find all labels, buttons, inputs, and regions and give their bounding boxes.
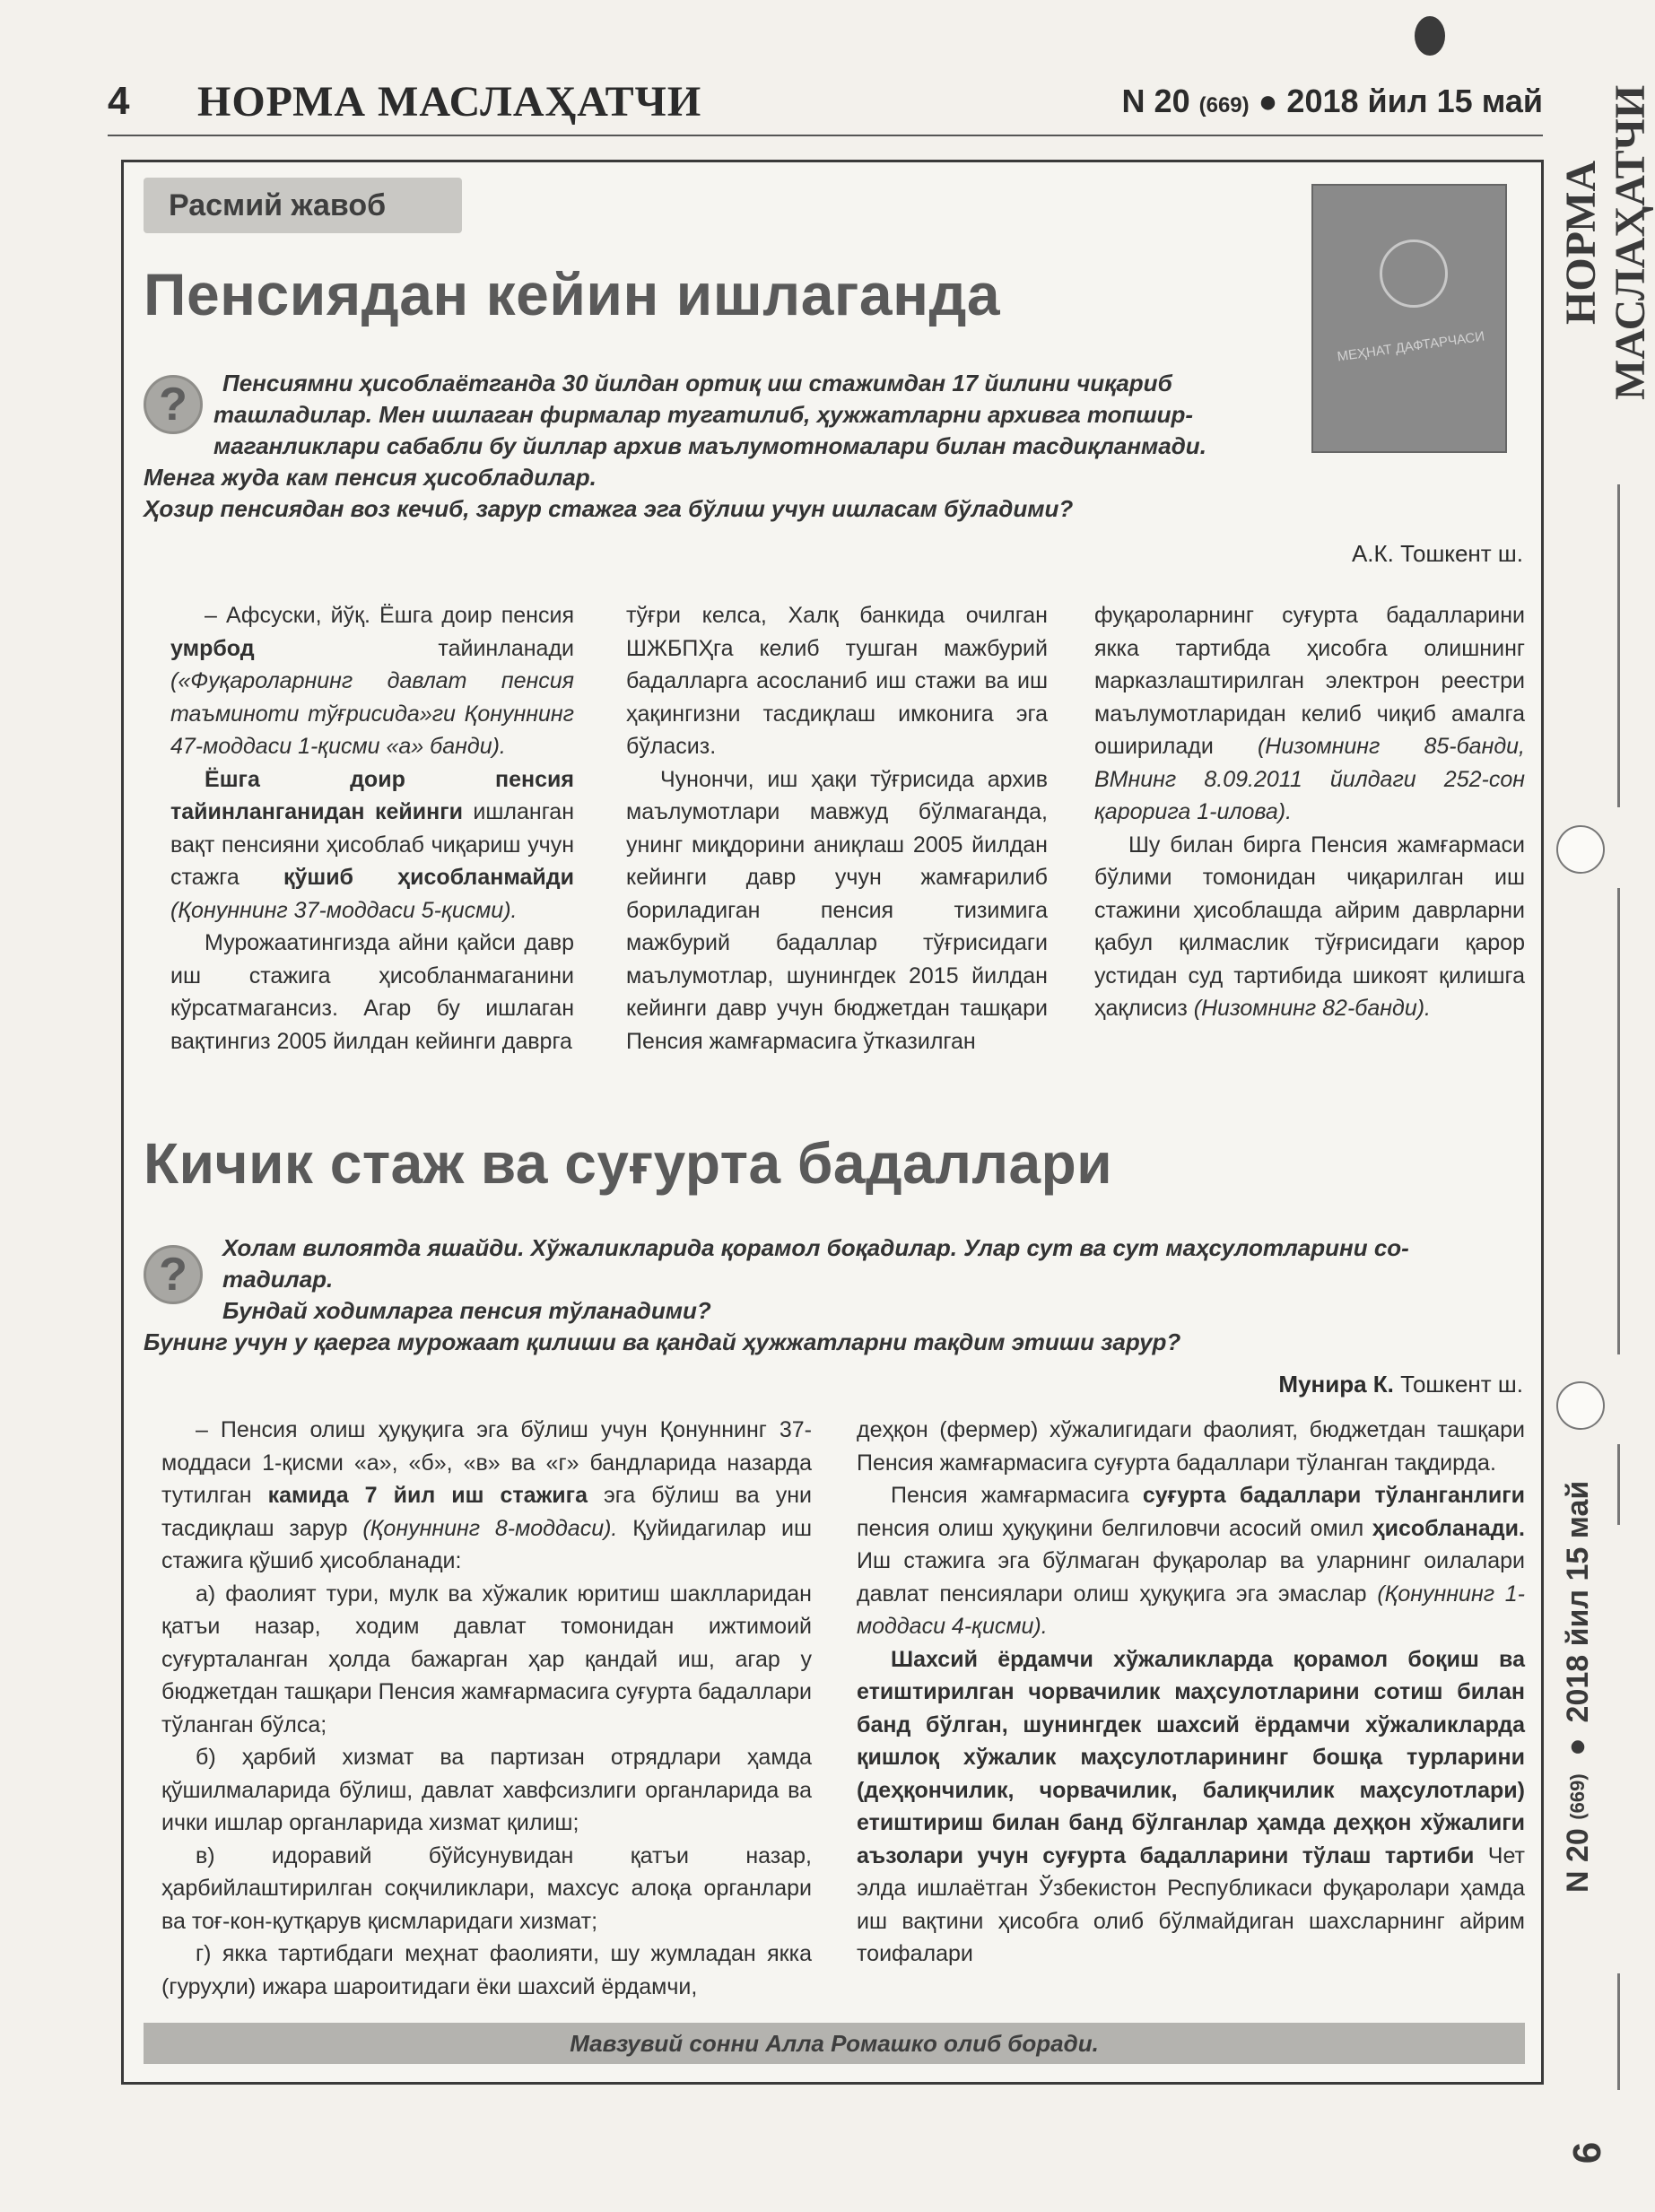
question-icon: ? — [144, 375, 203, 434]
question-line: ташладилар. Мен ишлаган фирмалар тугатилиб, ҳужжатларни архивга топшир- — [213, 401, 1193, 428]
author-city: Тошкент ш. — [1400, 1371, 1523, 1398]
side-page-number: 6 — [1565, 2141, 1609, 2164]
issue-total: (669) — [1198, 93, 1250, 118]
list-item: б) ҳарбий хизмат ва партизан отрядлари ҳамда қўшилмаларида бўлиш, давлат хавфсизлиги органларида ва ички ишлар органларида хизмат қилиш; — [161, 1745, 812, 1835]
question-line: Пенсиямни ҳисоблаётганда 30 йилдан ортиқ иш стажимдан 17 йилини чиқариб — [222, 370, 1172, 396]
article-1-column-1 — [170, 599, 574, 1058]
side-rule — [1617, 1444, 1620, 1525]
question-line: Менга жуда кам пенсия ҳисобладилар. — [144, 464, 597, 491]
bullet: ● — [1258, 83, 1278, 119]
binder-hole — [1556, 825, 1605, 874]
article-2-question — [144, 1232, 1525, 1358]
booklet-label: МЕҲНАТ ДАФТАРЧАСИ — [1336, 328, 1486, 365]
issue-date: 2018 йил 15 май — [1286, 83, 1543, 119]
paragraph: Шу билан бирга Пенсия жамғармаси бўлими томонидан чиқарилган иш стажини ҳисоблашда айрим даврларни қабул қилмаслик тўғрисидаги қарор устидан суд тартибида шикоят қилишга ҳақлисиз (Низомнинг 82-банди). — [1094, 832, 1525, 1021]
newspaper-name: НОРМА МАСЛАҲАТЧИ — [197, 78, 702, 126]
question-line: Ҳозир пенсиядан воз кечиб, зарур стажга эга бўлиш учун ишласам бўладими? — [144, 495, 1074, 522]
list-item: в) идоравий бўйсунувидан қатъи назар, ҳарбийлаштирилган соқчиликлари, махсус алоқа органлари ва тоғ-кон-қутқарув қисмларидаги хизмат; — [161, 1842, 812, 1934]
side-newspaper-name: НОРМА МАСЛАҲАТЧИ — [1557, 84, 1654, 400]
paragraph: Ёшга доир пенсия тайинланганидан кейинги ишланган вақт пенсияни ҳисоблаб чиқариш учун стажга қўшиб ҳисобланмайди (Қонуннинг 37-моддаси 5-қисми). — [170, 766, 574, 923]
article-2-title: Кичик стаж ва суғурта бадаллари — [144, 1131, 1113, 1196]
page-number: 4 — [108, 79, 130, 123]
question-line: маганликлари сабабли бу йиллар архив маълумотномалари билан тасдиқланмади. — [213, 432, 1206, 459]
question-line: Бунинг учун у қаерга мурожаат қилиши ва қандай ҳужжатларни тақдим этиши зарур? — [144, 1328, 1181, 1355]
work-record-booklet-image — [1311, 184, 1507, 453]
question-icon: ? — [144, 1245, 203, 1304]
paragraph: – Афсуски, йўқ. Ёшга доир пенсия умрбод тайинланади («Фуқароларнинг давлат пенсия таъминоти тўғрисида»ги Қонуннинг 47-моддаси 1-қисми «а» банди). — [170, 603, 574, 759]
side-rule — [1617, 484, 1620, 807]
article-1-title: Пенсиядан кейин ишлаганда — [144, 261, 1001, 327]
paragraph: Пенсия жамғармасига суғурта бадаллари тўланганлиги пенсия олиш ҳуқуқини белгиловчи асосий омил ҳисобланади. Иш стажига эга бўлмаган фуқаролар ва уларнинг оилалари давлат пенсиялари олиш ҳуқуқига эга эмаслар (Қонуннинг 1-моддаси 4-қисми). — [857, 1483, 1525, 1639]
article-1-column-3 — [1094, 599, 1525, 1025]
side-rule — [1617, 888, 1620, 1354]
side-issue-total: (669) — [1566, 1772, 1589, 1820]
paragraph: тўғри келса, Халқ банкида очилган ШЖБПҲга келиб тушган мажбурий бадалларга асосланиб иш стажи ва иш ҳақингизни тасдиқлаш имконига эга бўласиз. — [626, 603, 1048, 759]
header-rule — [108, 135, 1543, 136]
question-line: тадилар. — [222, 1266, 334, 1293]
paragraph: фуқароларнинг суғурта бадалларини якка тартибда ҳисобга олишнинг марказлаштирилган электрон реестри маълумотларидан келиб чиқиб амалга оширилади (Низомнинг 85-банди, ВМнинг 8.09.2011 йилдаги 252-сон қарорига 1-илова). — [1094, 603, 1525, 824]
side-issue-info — [1561, 1417, 1624, 1955]
article-1-author: А.К. Тошкент ш. — [1351, 540, 1523, 567]
page-header — [108, 63, 1543, 144]
side-rule — [1617, 1973, 1620, 2090]
article-1-column-2 — [626, 599, 1048, 1058]
side-issue-date: ● 2018 йил 15 май — [1561, 1480, 1595, 1765]
footer-editor-note: Мавзувий сонни Алла Ромашко олиб боради. — [144, 2023, 1525, 2064]
question-line: Бундай ходимларга пенсия тўланадими? — [222, 1297, 711, 1324]
article-2-column-2 — [857, 1414, 1525, 1971]
list-item: а) фаолият тури, мулк ва хўжалик юритиш шаклларидан қатъи назар, ходим давлат томонидан ижтимоий суғурталанган ҳолда бажарган ҳар қандай иш, агар у бюджетдан ташқари Пенсия жамғармасига суғурта бадаллари тўланган бўлса; — [161, 1581, 812, 1737]
issue-number: N 20 — [1121, 83, 1190, 119]
paragraph: – Пенсия олиш ҳуқуқига эга бўлиш учун Қонуннинг 37-моддаси 1-қисми «а», «б», «в» ва «г» бандларида назарда тутилган камида 7 йил иш стажига эга бўлиш ва уни тасдиқлаш зарур (Қонуннинг 8-моддаси). Қуйидагилар иш стажига қўшиб ҳисобланади: — [161, 1417, 812, 1573]
ink-blot — [1415, 16, 1445, 56]
emblem-icon — [1380, 239, 1448, 308]
paragraph: Шахсий ёрдамчи хўжаликларда қорамол боқиш ва етиштирилган чорвачилик маҳсулотларини сотиш билан банд бўлган, шунингдек шахсий ёрдамчи хўжаликларда қишлоқ хўжалик маҳсулотларининг бошқа турларини (деҳқончилик, чорвачилик, балиқчилик маҳсулотлари) етиштириш билан банд бўлганлар ҳамда деҳқон хўжалиги аъзолари учун суғурта бадалларини тўлаш тартиби Чет элда ишлаётган Ўзбекистон Республикаси фуқаролари ҳамда иш вақтини ҳисобга олиб бўлмайдиган шахсларнинг айрим тоифалари — [857, 1646, 1525, 1966]
article-2-author — [1166, 1371, 1523, 1398]
side-issue-number: N 20 — [1561, 1827, 1595, 1893]
list-item: г) якка тартибдаги меҳнат фаолияти, шу жумладан якка (гуруҳли) ижара шароитидаги ёки шахсий ёрдамчи, — [161, 1941, 812, 1999]
article-1-question — [144, 368, 1328, 525]
author-name: Мунира К. — [1278, 1371, 1394, 1398]
paragraph: Чунончи, иш ҳақи тўғрисида архив маълумотлари мавжуд бўлмаганда, унинг миқдорини аниқлаш 2005 йилдан кейинги давр учун жамғарилиб бориладиган пенсия тизимига мажбурий бадаллар тўғрисидаги маълумотлар, шунингдек 2015 йилдан кейинги давр учун бюджетдан ташқари Пенсия жамғармасига ўтказилган — [626, 766, 1048, 1054]
binder-hole — [1556, 1381, 1605, 1430]
paragraph: деҳқон (фермер) хўжалигидаги фаолият, бюджетдан ташқари Пенсия жамғармасига суғурта бадаллари тўланган тақдирда. — [857, 1417, 1525, 1476]
question-line: Холам вилоятда яшайди. Хўжаликларида қорамол боқадилар. Улар сут ва сут маҳсулотларини со- — [222, 1234, 1409, 1261]
article-2-column-1 — [161, 1414, 812, 2003]
paragraph: Мурожаатингизда айни қайси давр иш стажига ҳисобланмаганини кўрсатмагансиз. Агар бу ишлаган вақтингиз 2005 йилдан кейинги даврга — [170, 930, 574, 1054]
issue-info — [1122, 83, 1543, 120]
section-badge: Расмий жавоб — [144, 178, 462, 233]
